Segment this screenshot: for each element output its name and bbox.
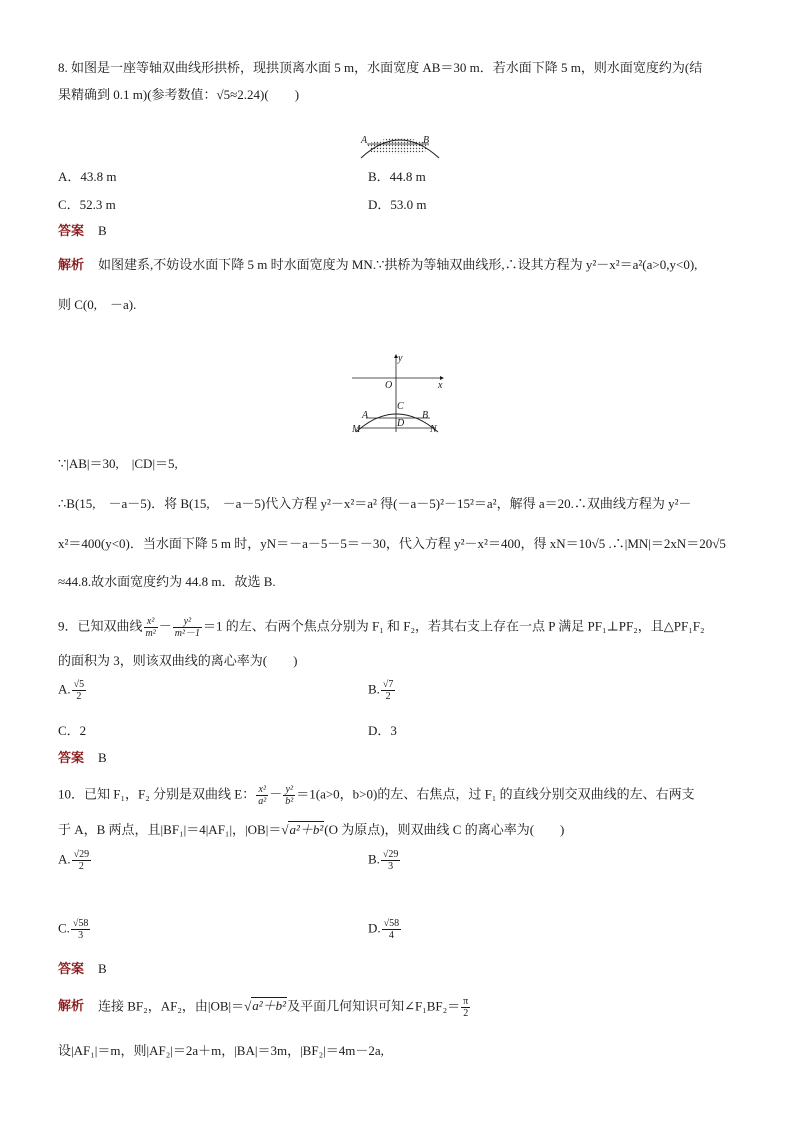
q8-answer [58, 222, 107, 240]
q8-analysis-line1 [58, 256, 697, 274]
q8-stem-line1: 8. 如图是一座等轴双曲线形拱桥，现拱顶离水面 5 m，水面宽度 AB＝30 m．若水面下降 5 m，则水面宽度约为(结 [58, 60, 703, 75]
q10-fraction-x: $\frac{\text{x²}}{\text{a²}}$ [258, 784, 267, 807]
q10-last-line: 设|AF₁|＝m，则|AF₂|＝2a＋m，|BA|＝3m，|BF₂|＝4m－2a, [58, 1043, 384, 1058]
q10-option-c: C. $\frac{√58}{3}$ [58, 918, 89, 941]
answer-value: B [98, 223, 107, 238]
q9-stem-line1: 9．已知双曲线 $\frac{\text{x²}}{\text{m²}}$ － $\frac{\text{y²}}{\text{m²－1}}$ ＝1 的左、右两个焦点分别为 F₁ 和 F₂，若其右支上存在一点 P 满足 PF₁⊥PF₂，且△PF₁F₂ [58, 616, 705, 639]
q8-option-a: A．43.8 m [58, 169, 117, 184]
q8-stem-line2: 果精确到 0.1 m)(参考数值：√5≈2.24)( ) [58, 87, 300, 102]
q9-fraction-y: $\frac{\text{y²}}{\text{m²－1}}$ [174, 616, 200, 639]
q9-option-b: B. $\frac{√7}{2}$ [368, 679, 394, 702]
sqrt-sign: √ [244, 998, 252, 1014]
q8-option-b: B．44.8 m [368, 169, 426, 184]
q10-analysis: 解析 连接 BF₂，AF₂，由|OB|＝√a²＋b²及平面几何知识可知∠F₁BF₂＝ $\frac{\pi}{2}$ [58, 996, 469, 1019]
q8-solution-line3: x²＝400(y<0)．当水面下降 5 m 时，yN＝－a－5－5＝－30，代入方程 y²－x²＝400，得 xN＝10√5 .∴|MN|＝2xN＝20√5 [58, 536, 726, 551]
q10-answer: 答案 B [58, 961, 107, 976]
q8-coordinate-figure [350, 352, 450, 434]
q9-stem-line2: 的面积为 3，则该双曲线的离心率为( ) [58, 653, 298, 668]
q9-option-c: C．2 [58, 723, 87, 738]
q9-option-a: A. $\frac{√5}{2}$ [58, 679, 85, 702]
svg-text:y: y [398, 353, 403, 364]
q9-option-d: D．3 [368, 723, 397, 738]
svg-text:M: M [352, 424, 361, 434]
q10-option-a: A. $\frac{√29}{2}$ [58, 849, 90, 872]
svg-text:x: x [438, 380, 443, 391]
q8-analysis-line2: 则 C(0, －a). [58, 297, 137, 312]
q8-solution-line4: ≈44.8.故水面宽度约为 44.8 m．故选 B. [58, 574, 276, 589]
q9-answer: 答案 B [58, 750, 107, 765]
svg-text:A: A [362, 410, 369, 421]
q8-option-c: C．52.3 m [58, 197, 116, 212]
q8-solution-line1: ∵|AB|＝30, |CD|＝5, [58, 456, 178, 471]
q8-label-A: A [361, 135, 368, 146]
q10-stem-line1: 10．已知 F₁，F₂ 分别是双曲线 E： $\frac{\text{x²}}{\text{a²}}$ － $\frac{\text{y²}}{\text{b²}}$ ＝1(a>0，b>0)的左、右焦点，过 F₁ 的直线分别交双曲线的左、右两支 [58, 784, 695, 807]
svg-text:N: N [430, 424, 437, 434]
svg-text:B: B [422, 410, 429, 421]
q10-stem-line2: 于 A，B 两点，且|BF₁|＝4|AF₁|，|OB|＝√a²＋b²(O 为原点)，则双曲线 C 的离心率为( ) [58, 822, 565, 837]
svg-text:O: O [385, 380, 393, 391]
q8-label-B: B [423, 135, 430, 146]
analysis-tag: 解析 [58, 257, 85, 272]
answer-tag: 答案 [58, 223, 85, 238]
q10-option-d: D. $\frac{√58}{4}$ [368, 918, 400, 941]
q9-fraction-x: $\frac{\text{x²}}{\text{m²}}$ [145, 616, 156, 639]
svg-text:D: D [397, 418, 405, 429]
pi-over-2: $\frac{\pi}{2}$ [463, 996, 469, 1019]
q10-option-b: B. $\frac{√29}{3}$ [368, 849, 399, 872]
svg-text:C: C [397, 401, 404, 412]
sqrt-sign: √ [281, 822, 289, 837]
q8-solution-line2: ∴B(15, －a－5)．将 B(15, －a－5)代入方程 y²－x²＝a² 得(－a－5)²－15²＝a²，解得 a＝20.∴双曲线方程为 y²－ [58, 496, 692, 511]
q10-fraction-y: $\frac{\text{y²}}{\text{b²}}$ [285, 784, 294, 807]
q8-bridge-figure [355, 132, 445, 164]
q8-option-d: D．53.0 m [368, 197, 427, 212]
analysis-text: 如图建系,不妨设水面下降 5 m 时水面宽度为 MN.∵拱桥为等轴双曲线形,∴设其方程为 y²－x²＝a²(a>0,y<0), [98, 257, 698, 272]
